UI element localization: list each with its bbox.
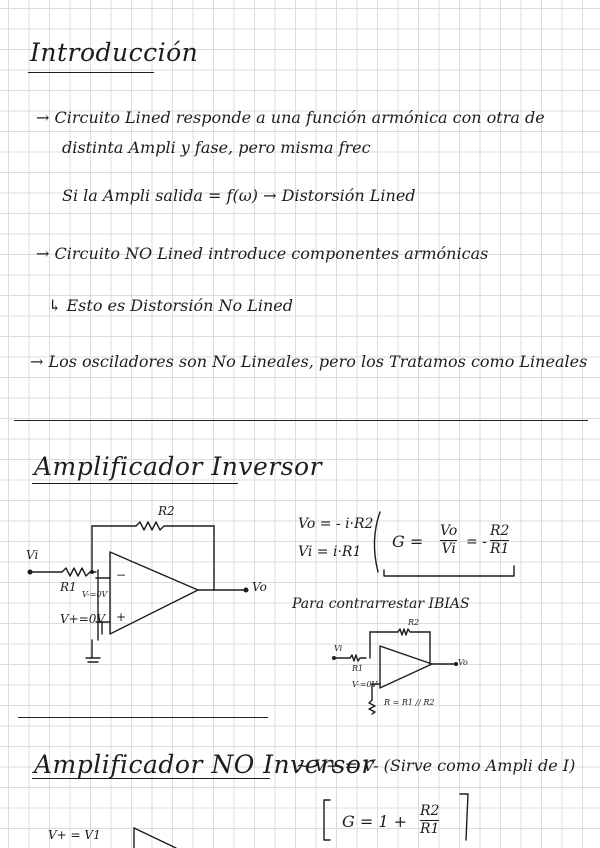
opamp-minus-sign: − xyxy=(116,568,127,582)
intro-bullet-2: → Circuito NO Lined introduce componentes armónicas xyxy=(36,244,489,263)
inversor-vo-label: Vo xyxy=(252,580,267,594)
inversor-gain-num-1: Vo xyxy=(440,523,458,539)
inversor-gain-eq: = - xyxy=(466,534,487,550)
small-r2-label: R2 xyxy=(408,618,420,627)
inversor-vi-label: Vi xyxy=(26,548,39,562)
noinversor-gain-label: G = 1 + xyxy=(342,812,408,831)
inversor-gain-num-2: R2 xyxy=(490,523,510,539)
small-vbias-label: V-=0V xyxy=(352,680,378,689)
noinversor-gain-num: R2 xyxy=(420,803,440,819)
small-r1-label: R1 xyxy=(352,664,364,673)
inversor-eq-vo: Vo = - i·R2 xyxy=(298,516,374,532)
inversor-vminus-label: V-=0V xyxy=(82,590,108,599)
noinversor-gain-den: R1 xyxy=(420,821,440,837)
small-req-label: R = R1 // R2 xyxy=(384,698,435,707)
intro-bullet-2-sub: ↳ Esto es Distorsión No Lined xyxy=(48,296,293,315)
small-vi-label: Vi xyxy=(334,644,343,653)
noinversor-title: Amplificador NO Inversor xyxy=(34,750,374,779)
inversor-eq-vi: Vi = i·R1 xyxy=(298,544,362,560)
noinversor-gain-frac xyxy=(420,804,439,837)
small-vo-label: Vo xyxy=(458,658,468,667)
intro-bullet-1-line-1: → Circuito Lined responde a una función armónica con otra de xyxy=(36,108,545,127)
inversor-gain-den-1: Vi xyxy=(441,541,456,557)
inversor-r2-label: R2 xyxy=(158,504,175,518)
inversor-r1-label: R1 xyxy=(60,580,77,594)
intro-title: Introducción xyxy=(30,38,199,67)
inversor-compensate-note: Para contrarrestar IBIAS xyxy=(292,596,470,612)
noinversor-vplus-label: V+ = V1 xyxy=(48,828,101,842)
intro-bullet-3: → Los osciladores son No Lineales, pero los Tratamos como Lineales xyxy=(30,352,588,371)
intro-formula: Si la Ampli salida = f(ω) → Distorsión Lined xyxy=(62,186,416,205)
inversor-vplus-label: V+=0V xyxy=(60,612,106,626)
inversor-title: Amplificador Inversor xyxy=(34,452,323,481)
noinversor-note: ~ V+ = V- (Sirve como Ampli de I) xyxy=(296,756,576,775)
inversor-gain-den-2: R1 xyxy=(490,541,510,557)
inversor-gain-label: G = xyxy=(392,532,424,551)
intro-bullet-1-line-2: distinta Ampli y fase, pero misma frec xyxy=(62,138,371,157)
opamp-plus-sign: + xyxy=(116,610,127,624)
